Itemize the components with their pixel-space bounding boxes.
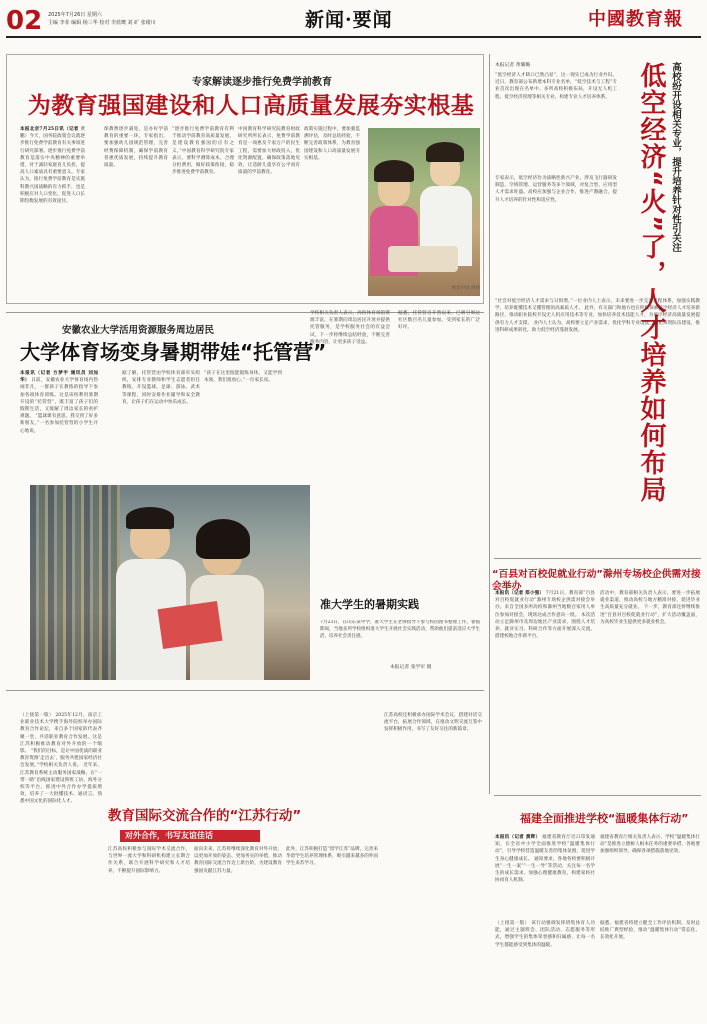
article1-col4: [238, 126, 300, 286]
article4-subhead: 对外合作，书写友谊佳话: [120, 830, 260, 842]
article2-col4: [310, 310, 390, 500]
article4-para6: 此外，江苏积极打造“留学江苏”品牌，完善来华留学生培养管理体系，吸引越来越多的外国学生来苏学习。: [286, 847, 378, 867]
article2-para5: 学校相关负责人表示，高校体育场馆资源丰富，在暑期向周边居民开放并提供托管服务，是学校服务社会的有益尝试，下一步将继续总结经验，不断完善服务内容，让更多孩子受益。: [310, 311, 390, 345]
article5-para4: 该行动强调发挥班集体育人功能，通过主题班会、团队活动、志愿服务等形式，增强学生的集体荣誉感和归属感，让每一名学生都能感受到集体的温暖。: [495, 921, 595, 948]
article1-para4: 中国教育科学研究院教育财政研究所所长表示，免费学前教育是一项惠及千家万户的民生工程，需要加大财政投入，优化资源配置，确保政策落地见效，让适龄儿童享有公平而有质量的学前教育。: [238, 127, 300, 176]
article5-col2: [600, 834, 700, 914]
article4-para5: 面向未来，江苏将继续深化教育对外开放，以更加开放的姿态、更加务实的举措，推动教育国际交流合作迈上新台阶，为建设教育强国贡献江苏力量。: [194, 847, 282, 874]
editor-line: 主编 李菲 编辑 杨三华 校对 李蓝鹰 刘 矿 张绪川: [48, 20, 156, 26]
article3-para2: 本次活动立足滁州市及周边地区产业需求，围绕人才培养、就业实习、科研合作等方面开展深入交流，搭建校地合作新平台。: [495, 612, 595, 640]
right-article-byline: 本报记者 黄璐璐: [495, 63, 531, 68]
article4-top-rule: [6, 690, 484, 691]
article2-para6: 据悉，托管营自开营以来，已吸引周边社区数百名儿童参加，受到家长的广泛好评。: [398, 311, 480, 331]
article4-para4: 江苏高校积极参与国际学术交流合作，与世界一流大学和科研机构建立长期合作关系，联合开展科学研究和人才培养，不断提升国际影响力。: [108, 847, 190, 874]
article2-lead: 本报讯（记者 方梦宇 通讯员 刘加华）: [20, 371, 98, 384]
photo-caption: 7月23日，在山东某中学，准大学生在老师指导下参与校园图书整理工作。暑假期间，当地多所学校组织准大学生开展社会实践活动，帮助他们提前适应大学生活，培养社会责任感。: [320, 620, 480, 639]
article1-para3: “逐步推行免费学前教育有利于推动学前教育高质量发展，是建设教育强国的应有之义。”中国教育科学研究院专家表示，要科学测算成本，合理分担费用，做好政策衔接，稳步推进免费学前教育。: [172, 127, 234, 176]
article2-col2: [122, 370, 200, 480]
article1-col1: [20, 126, 85, 286]
article3-para1: 7月21日，教育部“百县对百校促就业行动”滁州专场校企供需对接会举办。来自全国多所高校和滁州当地数百家用人单位参加对接会，现场达成合作意向一批。: [495, 591, 595, 618]
article2-headline: 大学体育场变身暑期带娃“托管营”: [20, 340, 327, 364]
article2-para1: 日前，安徽农业大学体育场内热闹非凡，一群孩子在教练的指导下参加各项体育训练。这是该校利用暑期开设的“托管营”，既丰富了孩子们的假期生活，又缓解了周边家长的看护难题。: [20, 378, 98, 420]
article5-col4: [600, 920, 700, 1015]
article3-col2: [600, 590, 700, 790]
photo-credit: 本报记者 张学军 摄: [390, 665, 432, 670]
article4-col1: [20, 712, 102, 1012]
right-article-col2: [495, 298, 700, 553]
article3-para4: 下一步，教育部还将继续推进“百县对百校促就业行动”，扩大活动覆盖面，为高校毕业生提供更多就业机会。: [600, 605, 700, 625]
article2-para3: 据了解，托管营由学校体育部牵头组织，安排专业教师和学生志愿者担任教练，开设篮球、足球、游泳、武术等课程，同时安排作业辅导和安全教育，让孩子们在运动中快乐成长。: [122, 371, 200, 405]
right-article-para5: 此外，有关部门和地方也在积极探索低空经济人才培养新路径，推动职业院校开设无人机应用技术等专业，加快培养技术技能人才，为低空经济高质量发展提供有力人才支撑。: [495, 306, 700, 326]
right-article-para2: 近日，教育部公布新增本科专业名单，“低空技术与工程”专业首次出现在名单中。多所高校积极布局，开设无人机工程、低空经济管理等相关专业，构建专业人才培养体系。: [495, 80, 617, 100]
article1-photo-caption: 视觉中国 供图: [451, 286, 480, 291]
right-article-para4: “社会对低空经济人才需求与日俱增。”一位业内人士表示，未来要进一步完善课程体系，加强实践教学，培养既懂技术又懂管理的高素质人才。: [495, 299, 700, 312]
article3-col1: [495, 590, 595, 790]
article1-col5: [304, 126, 360, 286]
article5-continued: （上接第一版）: [495, 921, 530, 926]
article3-top-rule: [494, 558, 701, 559]
article5-col3: [495, 920, 595, 1015]
article2-para4: “孩子在这里既能锻炼身体，又能学到本领，我们很放心。”一位家长说。: [204, 371, 282, 384]
article5-lead: 本报讯（记者 黄晖）: [495, 835, 541, 840]
article1-lead: 本报北京7月25日讯（记者: [20, 127, 79, 132]
article1-col2: [104, 126, 168, 286]
masthead-logo: 中國教育報: [588, 9, 683, 30]
article2-kicker: 安徽农业大学活用资源服务周边居民: [62, 325, 215, 336]
article5-headline: 福建全面推进学校“温暖集体行动”: [520, 812, 689, 825]
article1-para2: 保教费逐步减免，是办好学前教育的重要一环。专家指出，要加强幼儿园规范管理，完善经费保障机制，确保学前教育普惠优质发展，持续提升教育质量。: [104, 127, 168, 169]
article2-para2: “篮球课有意思，我交到了好多新朋友。”一名参加托管营的小学生开心地说。: [20, 414, 98, 434]
article4-col2: [108, 846, 190, 1014]
article1-kicker: 专家解读逐步推行免费学前教育: [192, 77, 332, 88]
right-article-para3: 专家表示，低空经济作为战略性新兴产业，涉及飞行器研发制造、空域管理、运营服务等多个领域，对复合型、应用型人才需求旺盛。高校应加强与企业合作，推进产教融合，提升人才培养的针对性和适应性。: [495, 176, 617, 203]
article1-para1: 黄鹏）今天，国务院政策会议就逐步推行免费学前教育有关事项进行研究部署。逐步推行免费学前教育是落实中央精神的重要举措，对于减轻家庭育儿负担、提高人口素质具有重要意义。专家认为，推行免费学前教育是实施科教兴国战略的有力抓手，也是积极应对人口变化、促进人口长期均衡发展的有效途径。: [20, 127, 85, 205]
article4-col3: [194, 846, 282, 1014]
article4-para2: “我们的目标，是让中国优质的职业教育资源‘走出去’，服务共建国家经济社会发展。”学校相关负责人说。: [20, 749, 102, 769]
page-number: 02: [6, 6, 43, 36]
article4-headline: 教育国际交流合作的“江苏行动”: [108, 808, 302, 824]
date-line: 2025年7月26日 星期六: [48, 12, 102, 18]
children-photo: [368, 128, 480, 296]
right-article-col1a: [495, 72, 617, 172]
header-rule: [6, 36, 701, 38]
article3-headline: “百县对百校促就业行动”滁州专场校企供需对接会举办: [492, 569, 701, 592]
article1-headline: 为教育强国建设和人口高质量发展夯实根基: [27, 93, 475, 119]
article5-para2: 通知要求，各地各校要积极开展“一生一案”“一生一导”等活动，关注每一名学生的成长需求，加强心理健康教育，构建家校社协同育人机制。: [495, 856, 595, 884]
article5-para1: 福建省教育厅近日印发通知，在全省中小学全面推进学校“温暖集体行动”，引导学校营造温暖友善的集体氛围，促进学生身心健康成长。: [495, 835, 595, 862]
students-photo: [30, 485, 310, 680]
right-article-kicker: 高校纷开设相关专业，提升培养针对性引关注: [670, 62, 681, 252]
right-article-headline: 低空经济“火”了，人才培养如何布局: [636, 62, 666, 504]
article5-top-rule: [494, 795, 701, 796]
article5-para3: 福建省教育厅相关负责人表示，学校“温暖集体行动”是推进立德树人根本任务的重要举措，各地要加强组织领导，确保各项措施落地见效。: [600, 835, 700, 855]
article3-lead: 本报讯（记者 郑小强）: [495, 591, 545, 596]
article4-intro: （上接第一版）: [20, 713, 54, 718]
article4-para1: 2025年12月，南京工业职业技术大学携手海外院校举办国际教育合作论坛，来自多个国家的代表齐聚一堂，共话职业教育合作发展。这是江苏积极推动教育对外开放的一个缩影。: [20, 713, 102, 755]
article5-para5: 据悉，福建省将建立健全工作评估机制，及时总结推广典型经验，推动“温暖集体行动”常态化、长效化开展。: [600, 921, 700, 941]
right-article-para1: “低空经济人才缺口已然凸显”，这一现实已成为行业共识。: [495, 73, 617, 78]
article2-col3: [204, 370, 282, 470]
column-divider: [489, 54, 490, 794]
photo-title: 准大学生的暑期实践: [320, 598, 419, 611]
right-article-col1b: [495, 175, 617, 295]
section-title: 新闻·要闻: [305, 9, 393, 31]
article4-para7: 江苏高校还积极承办国际学术会议，搭建对话交流平台，拓展合作领域，在推动文明交流互鉴中发挥积极作用，书写了友好交往的新篇章。: [384, 713, 482, 733]
article4-col5: [384, 712, 482, 1014]
article2-col5: [398, 310, 480, 500]
right-article-para6: 业内人士认为，高校要立足产业需求，优化学科专业设置，强化师资队伍建设，推进科研成果转化，助力低空经济蓬勃发展。: [495, 320, 700, 333]
article3-para3: 活动中，教育部相关负责人表示，要进一步拓展就业渠道，推动高校与地方精准对接，促进毕业生高质量充分就业。: [600, 591, 700, 611]
article4-col4: [286, 846, 378, 1014]
article4-para3: 近年来，江苏教育系统主动服务国家战略，在“一带一路”沿线国家建设鲁班工坊、海外分校等平台，推进中外合作办学提质增效，培养了一大批懂技术、通语言、熟悉中国文化的国际化人才。: [20, 763, 102, 805]
article1-col3: [172, 126, 234, 286]
article1-para5: 政策实施过程中，要加强监测评估，及时总结经验，不断完善政策体系，为教育强国建设和人口高质量发展夯实根基。: [304, 127, 360, 161]
